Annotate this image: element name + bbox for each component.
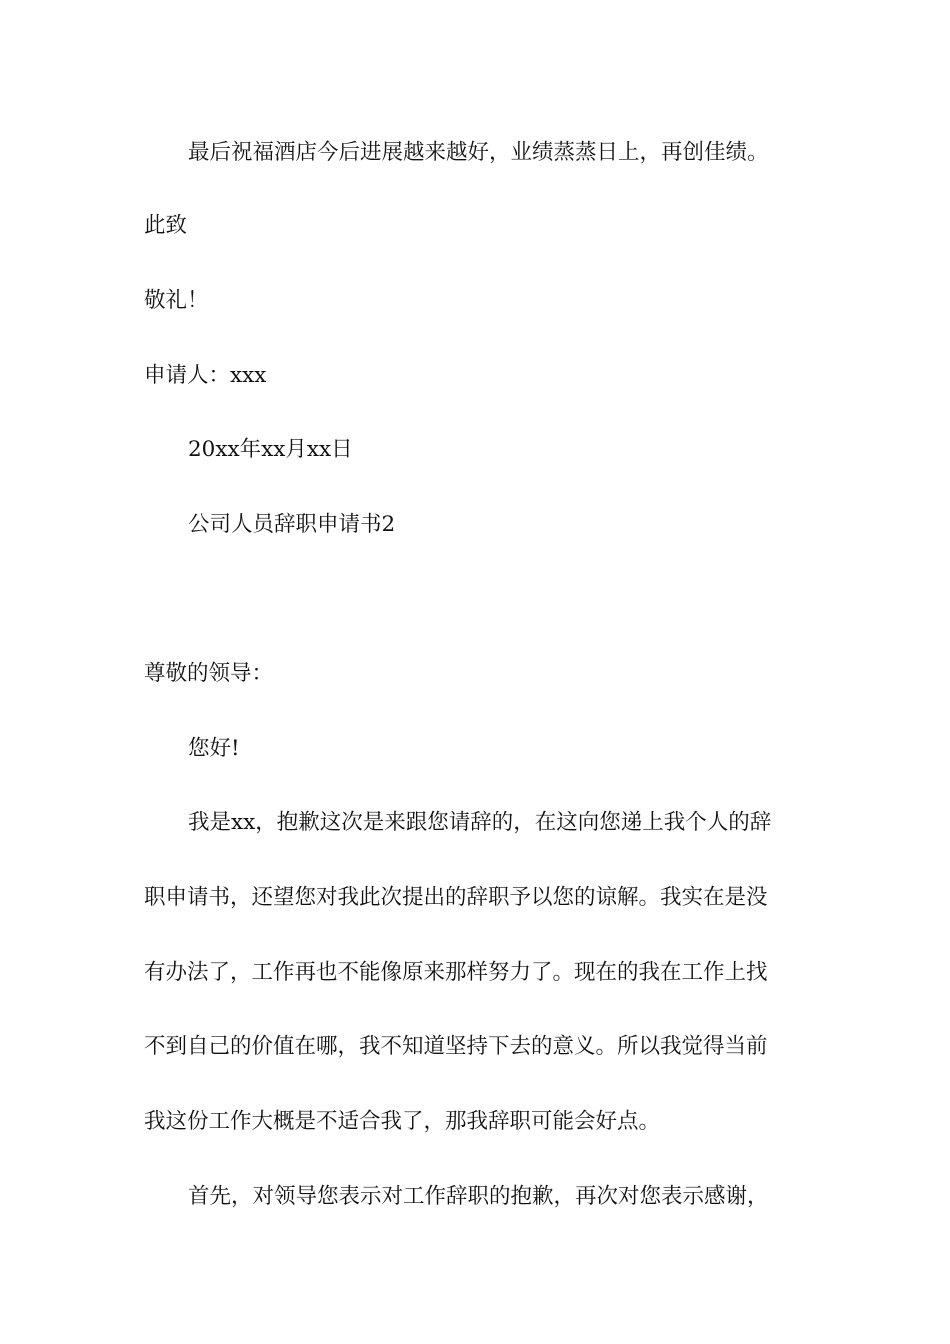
body-line-5: 我这份工作大概是不适合我了，那我辞职可能会好点。 [144, 1109, 661, 1134]
body-line-3: 有办法了，工作再也不能像原来那样努力了。现在的我在工作上找 [144, 960, 768, 985]
salutation-cizhi: 此致 [144, 213, 188, 238]
body-line-4: 不到自己的价值在哪，我不知道坚持下去的意义。所以我觉得当前 [144, 1034, 768, 1059]
hello-line: 您好! [188, 736, 240, 761]
applicant-line: 申请人：xxx [144, 363, 267, 388]
salutation-jingli: 敬礼！ [144, 288, 209, 313]
greeting-line: 尊敬的领导： [144, 661, 274, 686]
date-line: 20xx年xx月xx日 [188, 437, 353, 462]
body-line-1: 我是xx，抱歉这次是来跟您请辞的，在这向您递上我个人的辞 [188, 810, 772, 835]
section-heading: 公司人员辞职申请书2 [188, 512, 396, 537]
body-line-2: 职申请书，还望您对我此次提出的辞职予以您的谅解。我实在是没 [144, 885, 768, 910]
body-line-6: 首先，对领导您表示对工作辞职的抱歉，再次对您表示感谢， [188, 1184, 769, 1209]
closing-wish-paragraph: 最后祝福酒店今后进展越来越好，业绩蒸蒸日上，再创佳绩。 [188, 140, 769, 165]
